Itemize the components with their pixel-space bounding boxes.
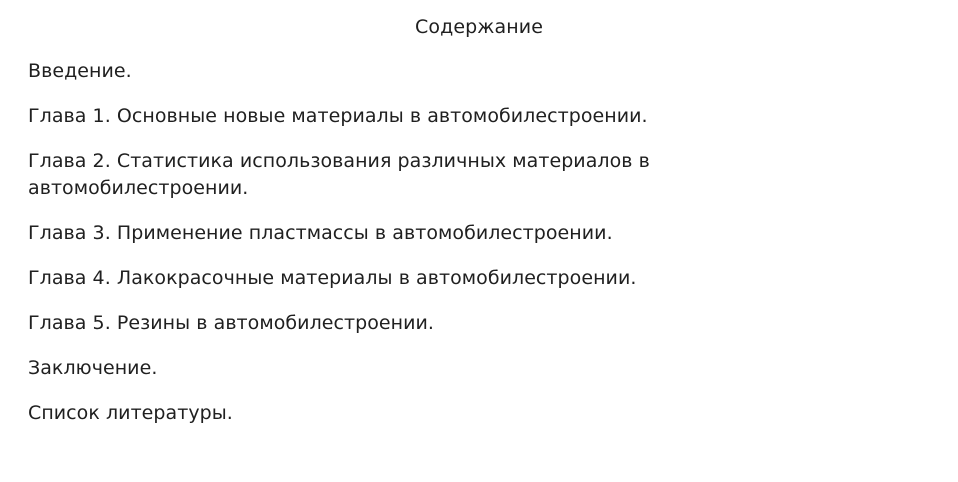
list-item: Глава 3. Применение пластмассы в автомобилестроении. (28, 222, 613, 244)
list-item: Заключение. (28, 357, 158, 379)
table-of-contents (28, 58, 930, 427)
list-item: Глава 5. Резины в автомобилестроении. (28, 312, 435, 334)
list-item: Введение. (28, 60, 132, 82)
list-item: Список литературы. (28, 402, 233, 424)
list-item: Глава 4. Лакокрасочные материалы в автомобилестроении. (28, 267, 637, 289)
page-title: Содержание (415, 16, 543, 38)
list-item: Глава 2. Статистика использования различных материалов в автомобилестроении. (28, 150, 650, 199)
list-item: Глава 1. Основные новые материалы в автомобилестроении. (28, 105, 648, 127)
